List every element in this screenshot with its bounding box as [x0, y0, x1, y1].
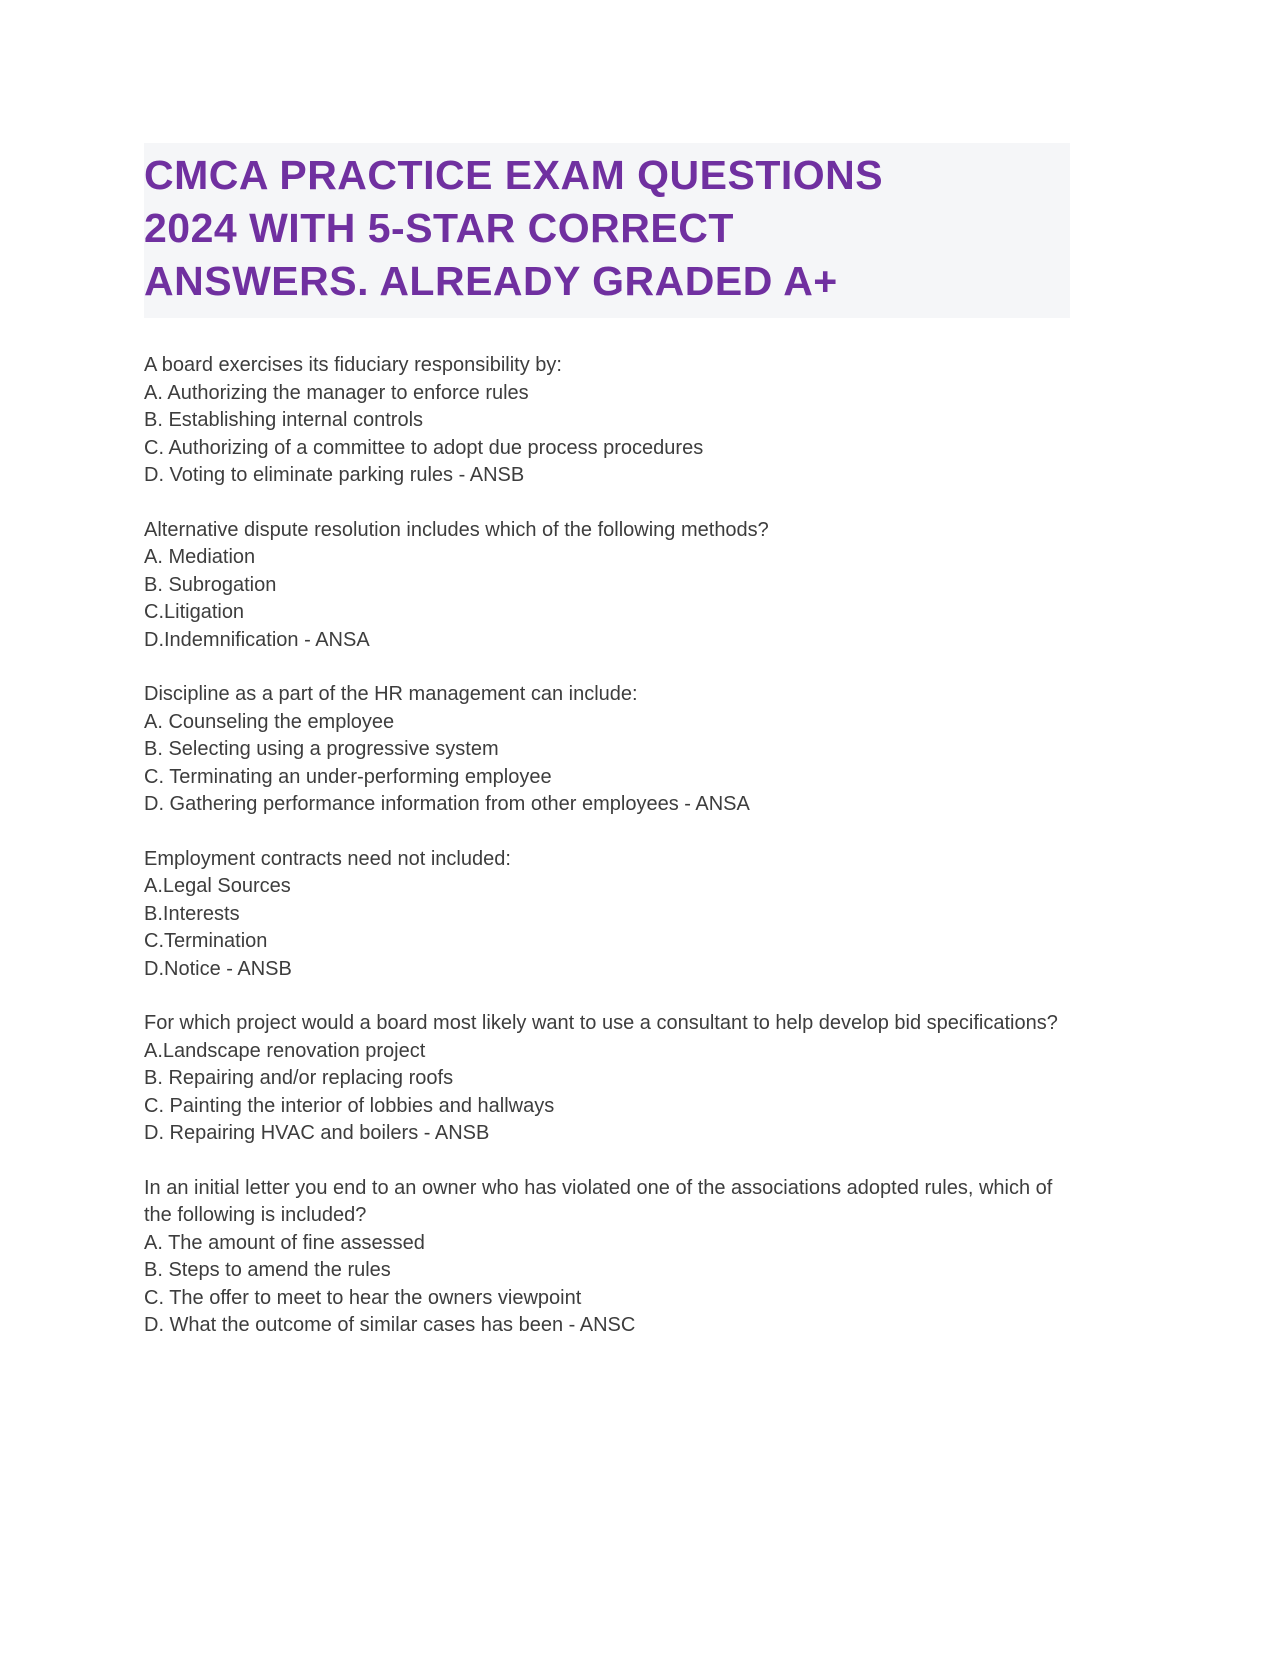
question-option: B. Repairing and/or replacing roofs [144, 1067, 454, 1089]
question-option: D. Voting to eliminate parking rules - ANSB [144, 464, 525, 486]
question-option: B. Selecting using a progressive system [144, 738, 499, 760]
question-option: A. Mediation [144, 546, 256, 568]
question-option: C. Authorizing of a committee to adopt due process procedures [144, 436, 704, 459]
question-prompt: In an initial letter you end to an owner who has violated one of the associations adopted rules, which of the following is included? [144, 1176, 1053, 1226]
question-prompt: For which project would a board most likely want to use a consultant to help develop bid specifications? [144, 1012, 1058, 1034]
question-option: D. Repairing HVAC and boilers - ANSB [144, 1122, 490, 1144]
document-title-block [144, 143, 1070, 318]
question-option: D. Gathering performance information from other employees - ANSA [144, 793, 750, 815]
question-option: C.Termination [144, 930, 268, 952]
question-block [144, 681, 1070, 819]
document-page [144, 0, 1070, 1340]
questions [144, 352, 1070, 1340]
question-block [144, 1175, 1070, 1340]
question-option: B. Subrogation [144, 573, 277, 596]
document-title-line-3: ANSWERS. ALREADY GRADED A+ [144, 258, 838, 304]
question-block [144, 352, 1070, 490]
document-title-line-1: CMCA PRACTICE EXAM QUESTIONS [144, 152, 884, 198]
question-prompt: Alternative dispute resolution includes which of the following methods? [144, 518, 769, 541]
question-option: D.Notice - ANSB [144, 957, 292, 980]
question-option: C. Painting the interior of lobbies and hallways [144, 1094, 555, 1117]
question-option: A.Landscape renovation project [144, 1039, 426, 1062]
question-prompt: Employment contracts need not included: [144, 847, 511, 870]
question-prompt: A board exercises its fiduciary responsibility by: [144, 354, 562, 376]
question-option: D. What the outcome of similar cases has been - ANSC [144, 1314, 636, 1336]
question-block [144, 846, 1070, 984]
question-option: D.Indemnification - ANSA [144, 628, 370, 651]
question-prompt: Discipline as a part of the HR management can include: [144, 683, 638, 705]
question-option: C.Litigation [144, 601, 245, 623]
question-option: B. Steps to amend the rules [144, 1259, 391, 1281]
question-option: B.Interests [144, 902, 240, 925]
document-title-line-2: 2024 WITH 5-STAR CORRECT [144, 205, 734, 251]
question-block [144, 1010, 1070, 1148]
question-option: C. Terminating an under-performing employee [144, 765, 552, 788]
question-option: A. Counseling the employee [144, 710, 395, 733]
question-option: A.Legal Sources [144, 875, 291, 897]
question-option: A. Authorizing the manager to enforce rules [144, 381, 529, 404]
question-option: C. The offer to meet to hear the owners viewpoint [144, 1286, 582, 1309]
question-option: A. The amount of fine assessed [144, 1231, 425, 1254]
question-block [144, 517, 1070, 655]
question-option: B. Establishing internal controls [144, 409, 424, 431]
